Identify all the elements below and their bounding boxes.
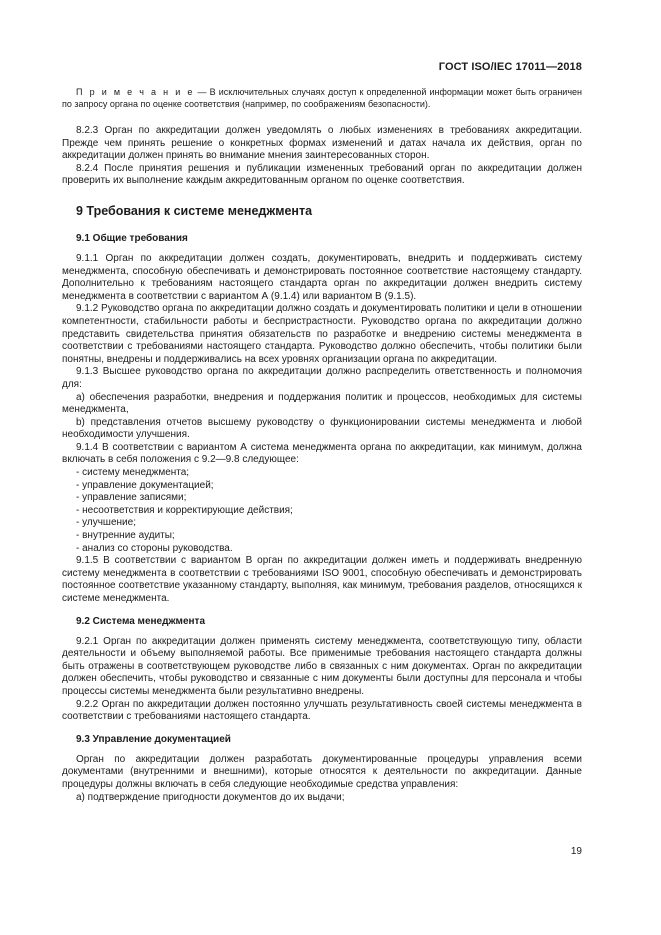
paragraph-9-2-2: 9.2.2 Орган по аккредитации должен постоянно улучшать результативность своей системы менеджмента в соответствии с требованиями настоящего стандарта. [62, 698, 582, 723]
paragraph-9-2-1: 9.2.1 Орган по аккредитации должен применять систему менеджмента, соответствующую типу, области деятельности и объему выполняемой работы. Все применимые требования настоящего стандарта должны быть отражены в соответствующем руководстве либо в связанных с ним документах. Орган по аккредитации должен обеспечить, чтобы руководство и связанные с ним документы были доступны для персонала и чтобы процессы системы менеджмента были результативно внедрены. [62, 635, 582, 697]
list-item: - систему менеджмента; [76, 467, 190, 479]
paragraph-9-1-1: 9.1.1 Орган по аккредитации должен создать, документировать, внедрить и поддерживать систему менеджмента, способную обеспечивать и демонстрировать постоянное соответствие настоящему стандарту. Дополнительно к требованиям настоящего стандарта орган по аккредитации должен внедрить систему менеджмента в соответствии с вариантом А (9.1.4) или вариантом В (9.1.5). [62, 252, 582, 302]
paragraph-9-3: Орган по аккредитации должен разработать документированные процедуры управления всеми документами (внутренними и внешними), которые относятся к деятельности по аккредитации. Данные процедуры должны включать в себя следующие необходимые средства управления: [62, 753, 582, 790]
paragraph-9-1-3-a: a) обеспечения разработки, внедрения и поддержания политик и процессов, необходимых для системы менеджмента, [62, 391, 582, 416]
list-9-1-4 [62, 467, 582, 555]
note-text: — В исключительных случаях доступ к определенной информации может быть ограничен по запросу органа по оценке соответствия (например, по соображениям безопасности). [62, 87, 583, 109]
subsection-9-1-title: 9.1 Общие требования [76, 232, 188, 244]
list-item: - анализ со стороны руководства. [76, 542, 233, 554]
list-item: - управление записями; [76, 492, 187, 504]
list-item: - внутренние аудиты; [76, 530, 175, 542]
paragraph-9-1-3: 9.1.3 Высшее руководство органа по аккредитации должно распределить ответственность и полномочия для: [62, 366, 582, 390]
list-item: - управление документацией; [76, 479, 214, 491]
paragraph-9-3-a: a) подтверждение пригодности документов до их выдачи; [76, 791, 345, 803]
paragraph-9-1-2: 9.1.2 Руководство органа по аккредитации должно создать и документировать политики и цели в отношении компетентности, стабильности работы и беспристрастности. Руководство органа по аккредитации должно представить свидетельства принятия обязательств по разработке и внедрению системы менеджмента в соответствии с требованиями настоящего стандарта. Руководство должно обеспечить, чтобы политики были понятны, внедрены и поддерживались на всех уровнях организации органа по аккредитации. [62, 303, 582, 365]
document-code: ГОСТ ISO/IEC 17011—2018 [438, 61, 582, 73]
subsection-9-3-title: 9.3 Управление документацией [76, 733, 231, 745]
page-number: 19 [570, 846, 582, 857]
subsection-9-2-title: 9.2 Система менеджмента [76, 615, 205, 627]
note-paragraph [62, 86, 582, 110]
note-label: П р и м е ч а н и е [76, 87, 195, 97]
list-item: - улучшение; [76, 517, 136, 529]
paragraph-8-2-3: 8.2.3 Орган по аккредитации должен уведомлять о любых изменениях в требованиях аккредитации. Прежде чем принять решение о конкретных формах изменений и датах начала их действия, орган по аккредитации должен принять во внимание мнения заинтересованных сторон. [62, 125, 582, 162]
paragraph-9-1-5: 9.1.5 В соответствии с вариантом В орган по аккредитации должен иметь и поддерживать внедренную систему менеджмента в соответствии с требованиями ISO 9001, способную обеспечивать и демонстрировать постоянное соответствие указанному стандарту, выполняя, как минимум, требования разделов, относящихся к системе менеджмента. [62, 555, 582, 604]
paragraph-8-2-4: 8.2.4 После принятия решения и публикации измененных требований орган по аккредитации должен проверить их выполнение каждым аккредитованным органом по оценке соответствия. [62, 162, 582, 187]
section-9-title: 9 Требования к системе менеджмента [76, 203, 313, 218]
list-item: - несоответствия и корректирующие действия; [76, 504, 293, 516]
paragraph-9-1-3-b: b) представления отчетов высшему руководству о функционировании системы менеджмента и любой необходимости улучшения. [62, 416, 582, 441]
page-content [62, 86, 582, 804]
paragraph-9-1-4: 9.1.4 В соответствии с вариантом А система менеджмента органа по аккредитации, как минимум, должна включать в себя положения с 9.2—9.8 следующее: [62, 441, 582, 466]
